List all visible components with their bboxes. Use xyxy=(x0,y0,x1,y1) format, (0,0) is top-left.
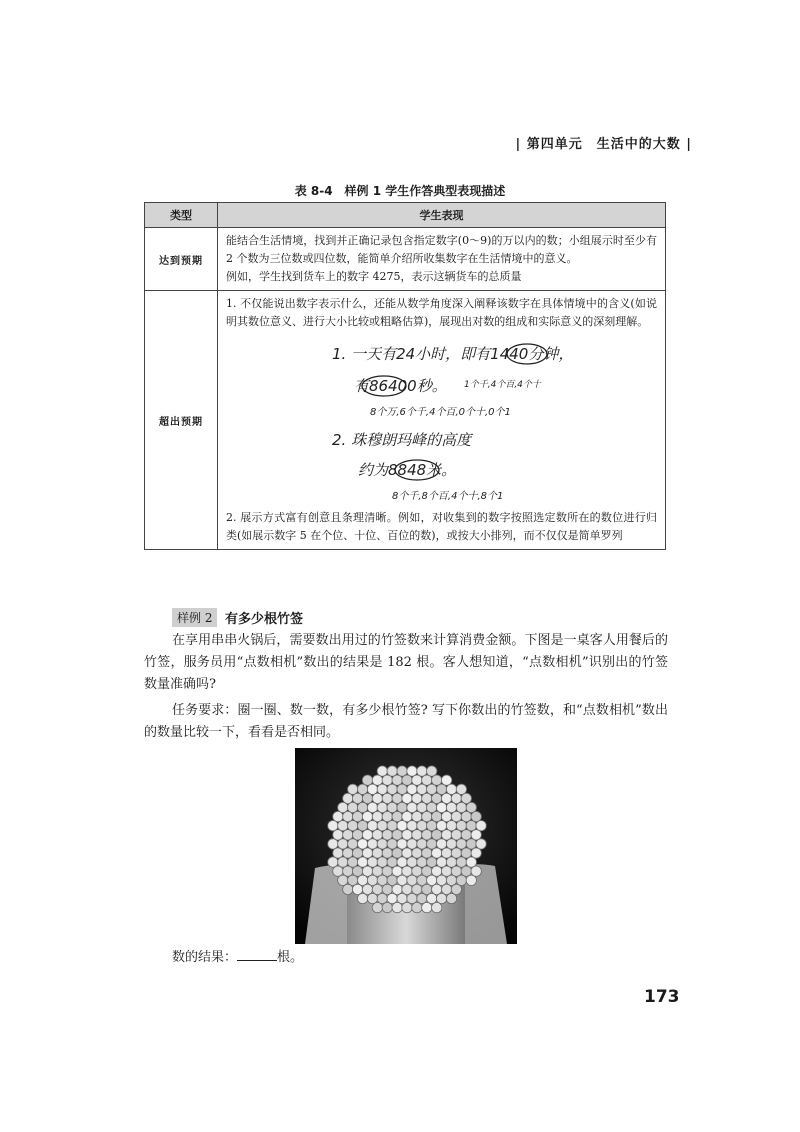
skewer-end xyxy=(377,857,387,867)
skewer-end xyxy=(387,857,397,867)
skewer-end xyxy=(328,857,338,867)
skewer-end xyxy=(357,839,367,849)
answer-suffix: 根。 xyxy=(277,950,304,965)
skewer-end xyxy=(357,857,367,867)
skewer-end xyxy=(412,848,422,858)
skewer-end xyxy=(471,830,481,840)
skewer-end xyxy=(348,875,358,885)
skewer-end xyxy=(392,775,402,785)
skewer-end xyxy=(387,875,397,885)
skewer-end xyxy=(422,830,432,840)
skewer-end xyxy=(417,784,427,794)
skewer-end xyxy=(402,830,412,840)
skewer-end xyxy=(392,848,402,858)
skewer-end xyxy=(382,902,392,912)
skewer-end xyxy=(382,848,392,858)
column-header-type: 类型 xyxy=(145,203,218,228)
row-description xyxy=(218,228,666,291)
skewer-end xyxy=(348,857,358,867)
skewer-end xyxy=(441,793,451,803)
skewer-end xyxy=(382,811,392,821)
description-line: 例如，学生找到货车上的数字 4275，表示这辆货车的总质量 xyxy=(226,270,522,283)
skewer-end xyxy=(362,830,372,840)
row-description xyxy=(218,291,666,550)
row-type: 超出预期 xyxy=(145,291,218,550)
skewer-end xyxy=(352,848,362,858)
skewer-end xyxy=(417,802,427,812)
column-header-performance: 学生表现 xyxy=(218,203,666,228)
skewer-end xyxy=(446,893,456,903)
description-line: 2. 展示方式富有创意且条理清晰。例如，对收集到的数字按照选定数所在的数位进行归类(如展示数字 5 在个位、十位、百位的数)，或按大小排列，而不仅仅是简单罗列 xyxy=(226,511,657,542)
skewer-end xyxy=(432,793,442,803)
skewer-end xyxy=(372,811,382,821)
skewer-end xyxy=(427,821,437,831)
skewer-end xyxy=(343,884,353,894)
skewer-end xyxy=(432,811,442,821)
table-header-row xyxy=(145,203,666,228)
skewer-end xyxy=(436,821,446,831)
skewer-end xyxy=(377,893,387,903)
skewer-end xyxy=(357,784,367,794)
skewer-end xyxy=(333,811,343,821)
skewer-end xyxy=(367,839,377,849)
skewer-end xyxy=(333,866,343,876)
table-row xyxy=(145,291,666,550)
skewer-end xyxy=(456,857,466,867)
handwriting-line: 1个千,4个百,4个十 xyxy=(464,380,541,390)
skewer-end xyxy=(397,784,407,794)
skewer-end xyxy=(407,839,417,849)
skewer-end xyxy=(456,821,466,831)
skewer-end xyxy=(476,821,486,831)
sample-tag: 样例 2 xyxy=(172,608,217,627)
skewer-end xyxy=(471,866,481,876)
skewer-end xyxy=(441,775,451,785)
handwriting-line: 8个万,6个千,4个百,0个十,0个1 xyxy=(370,407,511,418)
skewer-end xyxy=(377,821,387,831)
skewer-end xyxy=(441,884,451,894)
skewer-end xyxy=(402,848,412,858)
sample-paragraph: 在享用串串火锅后，需要数出用过的竹签数来计算消费金额。下图是一桌客人用餐后的竹签，服务员用“点数相机”数出的结果是 182 根。客人想知道，“点数相机”识别出的竹签数量准确吗? xyxy=(144,633,668,692)
skewer-end xyxy=(456,875,466,885)
skewer-end xyxy=(352,830,362,840)
skewer-end xyxy=(436,784,446,794)
skewer-end xyxy=(333,830,343,840)
skewer-end xyxy=(441,866,451,876)
skewer-end xyxy=(352,793,362,803)
skewer-end xyxy=(387,802,397,812)
skewer-end xyxy=(441,811,451,821)
skewer-end xyxy=(387,821,397,831)
skewer-end xyxy=(456,784,466,794)
skewer-end xyxy=(362,793,372,803)
skewer-end xyxy=(417,839,427,849)
skewer-end xyxy=(402,902,412,912)
skewer-end xyxy=(352,866,362,876)
skewer-end xyxy=(446,802,456,812)
skewer-end xyxy=(432,884,442,894)
skewer-end xyxy=(461,793,471,803)
skewer-end xyxy=(461,866,471,876)
skewer-end xyxy=(343,793,353,803)
skewer-end xyxy=(466,875,476,885)
skewer-end xyxy=(367,857,377,867)
skewer-end xyxy=(451,793,461,803)
skewer-end xyxy=(432,830,442,840)
skewer-end xyxy=(451,811,461,821)
skewer-end xyxy=(382,884,392,894)
skewer-end xyxy=(362,848,372,858)
skewer-end xyxy=(407,802,417,812)
skewer-end xyxy=(377,875,387,885)
skewer-end xyxy=(412,830,422,840)
skewer-end xyxy=(348,784,358,794)
handwriting-line: 有86400秒。 xyxy=(354,377,447,395)
skewer-end xyxy=(451,848,461,858)
skewer-end xyxy=(417,857,427,867)
description-line: 1. 不仅能说出数字表示什么，还能从数学角度深入阐释该数字在具体情境中的含义(如说明其数位意义、进行大小比较或粗略估算)，展现出对数的组成和实际意义的深刻理解。 xyxy=(226,297,657,328)
page-number: 173 xyxy=(644,987,680,1007)
skewer-end xyxy=(367,821,377,831)
skewer-end xyxy=(451,830,461,840)
skewer-end xyxy=(427,893,437,903)
skewer-end xyxy=(377,784,387,794)
skewer-end xyxy=(392,902,402,912)
skewer-end xyxy=(357,821,367,831)
skewer-end xyxy=(348,802,358,812)
skewer-end xyxy=(377,839,387,849)
skewer-end xyxy=(422,811,432,821)
skewer-end xyxy=(392,793,402,803)
skewer-end xyxy=(412,775,422,785)
skewer-end xyxy=(417,766,427,776)
skewer-end xyxy=(427,802,437,812)
skewer-end xyxy=(402,866,412,876)
skewer-end xyxy=(392,866,402,876)
skewer-end xyxy=(367,893,377,903)
skewer-end xyxy=(348,839,358,849)
skewer-end xyxy=(397,893,407,903)
skewer-end xyxy=(461,811,471,821)
skewer-end xyxy=(367,875,377,885)
skewer-end xyxy=(432,866,442,876)
skewer-end xyxy=(382,866,392,876)
skewer-end xyxy=(407,857,417,867)
skewer-end xyxy=(422,884,432,894)
skewer-end xyxy=(407,784,417,794)
skewer-end xyxy=(402,884,412,894)
skewer-end xyxy=(446,857,456,867)
answer-blank[interactable] xyxy=(237,948,277,961)
sample-title: 有多少根竹签 xyxy=(225,612,304,627)
skewer-end xyxy=(372,830,382,840)
skewer-end xyxy=(446,839,456,849)
skewer-end xyxy=(432,902,442,912)
skewer-end xyxy=(343,866,353,876)
skewer-end xyxy=(357,802,367,812)
skewer-end xyxy=(397,875,407,885)
skewer-end xyxy=(466,802,476,812)
skewer-end xyxy=(397,802,407,812)
row-type: 达到预期 xyxy=(145,228,218,291)
skewer-end xyxy=(372,848,382,858)
table-caption: 表 8-4 样例 1 学生作答典型表现描述 xyxy=(294,184,506,198)
performance-table xyxy=(144,202,666,550)
skewer-end xyxy=(352,884,362,894)
skewer-end xyxy=(427,766,437,776)
skewer-end xyxy=(328,839,338,849)
skewer-end xyxy=(407,893,417,903)
skewer-end xyxy=(328,821,338,831)
skewer-end xyxy=(397,839,407,849)
skewer-end xyxy=(402,793,412,803)
skewer-end xyxy=(362,811,372,821)
skewer-end xyxy=(357,893,367,903)
skewer-end xyxy=(338,802,348,812)
handwriting-line: 约为8848米。 xyxy=(358,461,457,479)
skewer-end xyxy=(427,784,437,794)
skewer-end xyxy=(466,821,476,831)
skewer-end xyxy=(407,875,417,885)
skewer-end xyxy=(348,821,358,831)
skewer-end xyxy=(387,784,397,794)
skewer-end xyxy=(387,893,397,903)
answer-prefix: 数的结果： xyxy=(172,950,238,965)
skewer-end xyxy=(362,884,372,894)
skewer-end xyxy=(343,811,353,821)
skewer-end xyxy=(417,893,427,903)
skewer-end xyxy=(397,821,407,831)
skewer-end xyxy=(436,802,446,812)
skewer-end xyxy=(333,848,343,858)
skewer-end xyxy=(412,793,422,803)
skewer-end xyxy=(387,839,397,849)
skewer-end xyxy=(367,802,377,812)
table-row xyxy=(145,228,666,291)
skewer-end xyxy=(377,802,387,812)
description-line: 能结合生活情境，找到并正确记录包含指定数字(0～9)的万以内的数；小组展示时至少有 2 个数为三位数或四位数，能简单介绍所收集数字在生活情境中的意义。 xyxy=(226,234,657,265)
skewer-end xyxy=(392,811,402,821)
skewer-end xyxy=(407,766,417,776)
skewer-end xyxy=(441,848,451,858)
skewer-end xyxy=(417,875,427,885)
skewer-end xyxy=(362,775,372,785)
skewer-end xyxy=(367,784,377,794)
skewer-end xyxy=(466,857,476,867)
skewer-end xyxy=(461,830,471,840)
skewer-end xyxy=(407,821,417,831)
skewer-end xyxy=(397,857,407,867)
skewer-end xyxy=(382,775,392,785)
skewer-end xyxy=(338,857,348,867)
skewer-end xyxy=(427,839,437,849)
skewer-end xyxy=(456,802,466,812)
answer-line xyxy=(172,946,303,965)
skewer-end xyxy=(427,875,437,885)
skewer-end xyxy=(456,839,466,849)
skewer-end xyxy=(451,866,461,876)
skewer-end xyxy=(466,839,476,849)
skewer-end xyxy=(436,857,446,867)
skewer-end xyxy=(427,857,437,867)
skewer-end xyxy=(382,793,392,803)
handwritten-work-image xyxy=(322,335,652,505)
skewer-end xyxy=(476,839,486,849)
skewer-end xyxy=(372,884,382,894)
skewer-end xyxy=(436,875,446,885)
skewer-end xyxy=(436,839,446,849)
skewer-end xyxy=(338,839,348,849)
skewer-end xyxy=(422,775,432,785)
skewer-end xyxy=(352,811,362,821)
skewer-end xyxy=(412,866,422,876)
skewer-end xyxy=(392,884,402,894)
skewer-end xyxy=(432,775,442,785)
skewer-end xyxy=(357,875,367,885)
skewer-end xyxy=(446,821,456,831)
skewer-end xyxy=(392,830,402,840)
skewer-end xyxy=(471,811,481,821)
skewer-end xyxy=(338,821,348,831)
skewer-end xyxy=(397,766,407,776)
skewer-end xyxy=(372,775,382,785)
skewer-end xyxy=(436,893,446,903)
skewer-end xyxy=(422,866,432,876)
skewer-end xyxy=(422,848,432,858)
skewer-end xyxy=(451,884,461,894)
skewer-end xyxy=(402,811,412,821)
skewer-end xyxy=(343,848,353,858)
skewer-end xyxy=(372,793,382,803)
skewer-end xyxy=(402,775,412,785)
skewer-end xyxy=(432,848,442,858)
handwriting-line: 2. 珠穆朗玛峰的高度 xyxy=(332,431,472,449)
skewer-end xyxy=(412,884,422,894)
skewer-end xyxy=(343,830,353,840)
skewer-end xyxy=(446,784,456,794)
skewer-end xyxy=(422,902,432,912)
skewer-end xyxy=(441,830,451,840)
skewer-end xyxy=(387,766,397,776)
skewer-end xyxy=(382,830,392,840)
skewer-end xyxy=(338,875,348,885)
skewer-end xyxy=(372,866,382,876)
skewer-end xyxy=(417,821,427,831)
skewer-end xyxy=(461,848,471,858)
handwriting-line: 8个千,8个百,4个十,8个1 xyxy=(392,491,504,502)
skewer-end xyxy=(446,875,456,885)
skewer-end xyxy=(412,811,422,821)
handwriting-line: 1. 一天有24小时，即有1440分钟， xyxy=(332,345,574,363)
skewer-end xyxy=(362,866,372,876)
skewer-end xyxy=(412,902,422,912)
task-paragraph: 任务要求：圈一圈、数一数，有多少根竹签? 写下你数出的竹签数，和“点数相机”数出的数量比较一下，看看是否相同。 xyxy=(144,703,668,740)
skewer-end xyxy=(377,766,387,776)
skewer-end xyxy=(422,793,432,803)
skewer-end xyxy=(471,848,481,858)
bamboo-skewers-photo xyxy=(295,748,517,944)
running-header: | 第四单元 生活中的大数 | xyxy=(515,137,692,152)
skewer-end xyxy=(372,902,382,912)
